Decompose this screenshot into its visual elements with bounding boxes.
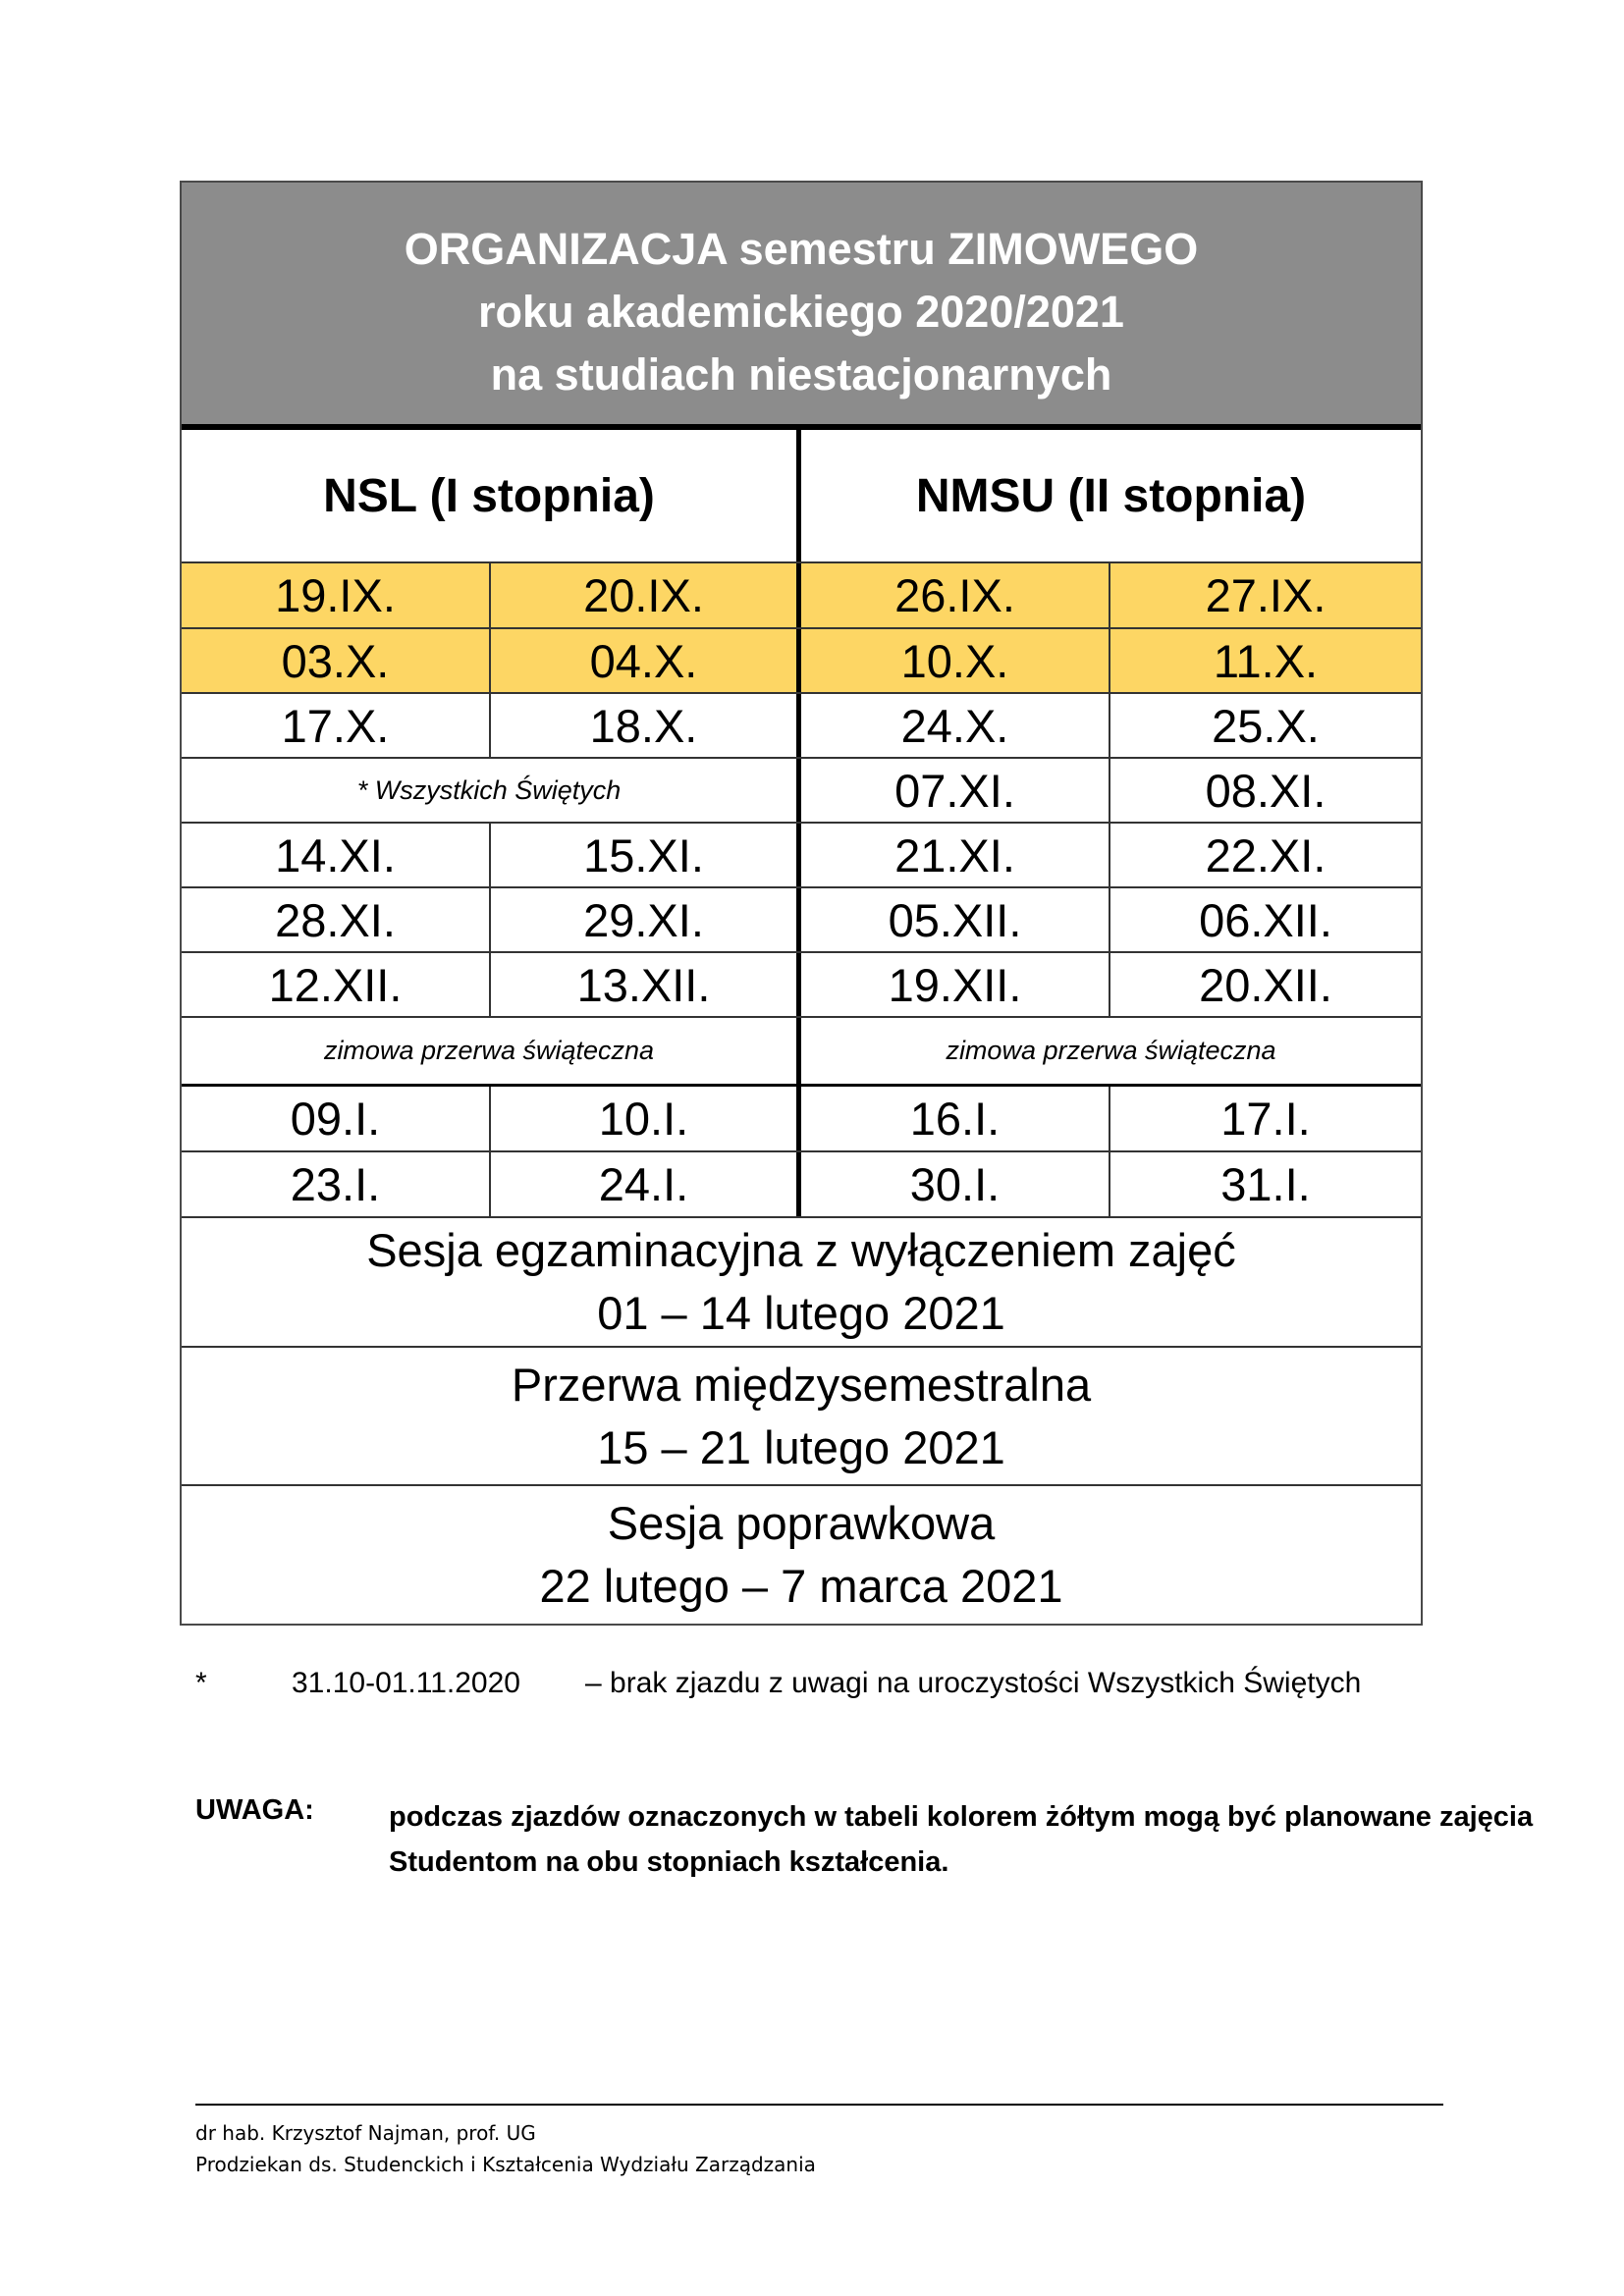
date-cell: 19.IX.: [182, 563, 491, 627]
table-title: [182, 183, 1421, 430]
winter-break-note-nsl: zimowa przerwa świąteczna: [182, 1018, 801, 1084]
date-cell: 23.I.: [182, 1152, 491, 1216]
retake-session-row: [182, 1486, 1421, 1624]
date-cell: 21.XI.: [801, 824, 1110, 886]
signature-position: Prodziekan ds. Studenckich i Kształcenia Wydziału Zarządzania: [195, 2153, 816, 2176]
date-cell: 11.X.: [1213, 634, 1319, 687]
date-cell: 10.I.: [491, 1087, 801, 1150]
table-row: [182, 1087, 1421, 1152]
retake-session: [182, 1486, 1421, 1624]
table-row: [182, 1152, 1421, 1218]
title-line-1: ORGANIZACJA semestru ZIMOWEGO: [404, 224, 1199, 274]
footnote-text: – brak zjazdu z uwagi na uroczystości Wszystkich Świętych: [585, 1667, 1362, 1699]
signature-name: dr hab. Krzysztof Najman, prof. UG: [195, 2121, 536, 2145]
footnote-dates: 31.10-01.11.2020: [292, 1667, 520, 1699]
date-cell: 20.XII.: [1199, 958, 1332, 1011]
date-cell: 31.I.: [1220, 1158, 1311, 1210]
notice: [195, 1794, 1534, 1883]
date-cell: 08.XI.: [1205, 764, 1326, 817]
date-cell: 25.X.: [1212, 699, 1320, 752]
date-cell: 15.XI.: [491, 824, 801, 886]
semester-break-label: Przerwa międzysemestralna: [511, 1358, 1092, 1411]
date-cell: 20.IX.: [491, 563, 801, 627]
table-row: [182, 888, 1421, 953]
signature-divider: [195, 2104, 1443, 2106]
date-cell: 26.IX.: [801, 563, 1110, 627]
semester-break: [182, 1348, 1421, 1484]
table-row: [182, 629, 1421, 694]
winter-break-note-nmsu: zimowa przerwa świąteczna: [946, 1036, 1276, 1065]
all-saints-note: * Wszystkich Świętych: [182, 759, 801, 822]
title-line-2: roku akademickiego 2020/2021: [478, 287, 1124, 337]
date-cell: 19.XII.: [801, 953, 1110, 1016]
date-cell: 12.XII.: [182, 953, 491, 1016]
date-cell: 30.I.: [801, 1152, 1110, 1216]
semester-break-row: [182, 1348, 1421, 1486]
header-nsl: NSL (I stopnia): [182, 430, 801, 561]
schedule-table: [180, 181, 1423, 1626]
date-cell: 05.XII.: [801, 888, 1110, 951]
date-cell: 24.X.: [801, 694, 1110, 757]
notice-line-1: podczas zjazdów oznaczonych w tabeli kolorem żółtym mogą być planowane zajęcia: [389, 1801, 1534, 1833]
date-cell: 27.IX.: [1205, 569, 1326, 621]
header-row: [182, 430, 1421, 563]
table-row: [182, 759, 1421, 824]
date-cell: 24.I.: [491, 1152, 801, 1216]
retake-session-label: Sesja poprawkowa: [607, 1497, 996, 1549]
exam-session-dates: 01 – 14 lutego 2021: [597, 1287, 1005, 1339]
signature: [195, 2117, 816, 2180]
date-cell: 22.XI.: [1205, 828, 1326, 881]
table-row: [182, 1018, 1421, 1087]
date-cell: 17.I.: [1220, 1093, 1311, 1145]
date-cell: 16.I.: [801, 1087, 1110, 1150]
date-cell: 13.XII.: [491, 953, 801, 1016]
date-cell: 04.X.: [491, 629, 801, 692]
exam-session-label: Sesja egzaminacyjna z wyłączeniem zajęć: [366, 1224, 1236, 1276]
semester-break-dates: 15 – 21 lutego 2021: [597, 1420, 1005, 1473]
retake-session-dates: 22 lutego – 7 marca 2021: [539, 1560, 1063, 1612]
table-row: [182, 953, 1421, 1018]
table-row: [182, 563, 1421, 629]
date-cell: 28.XI.: [182, 888, 491, 951]
exam-session-row: [182, 1218, 1421, 1348]
title-line-3: na studiach niestacjonarnych: [490, 349, 1112, 400]
date-cell: 03.X.: [182, 629, 491, 692]
exam-session: [182, 1218, 1421, 1346]
notice-text: [389, 1794, 1533, 1885]
date-cell: 29.XI.: [491, 888, 801, 951]
table-row: [182, 824, 1421, 888]
footnote-marker: *: [195, 1667, 207, 1699]
notice-line-2: Studentom na obu stopniach kształcenia.: [389, 1846, 949, 1878]
date-cell: 17.X.: [182, 694, 491, 757]
table-row: [182, 694, 1421, 759]
date-cell: 06.XII.: [1199, 893, 1332, 946]
date-cell: 18.X.: [491, 694, 801, 757]
date-cell: 10.X.: [801, 629, 1110, 692]
date-cell: 07.XI.: [801, 759, 1110, 822]
header-nmsu: NMSU (II stopnia): [915, 469, 1307, 522]
notice-label: UWAGA:: [195, 1794, 314, 1826]
date-cell: 14.XI.: [182, 824, 491, 886]
date-cell: 09.I.: [182, 1087, 491, 1150]
